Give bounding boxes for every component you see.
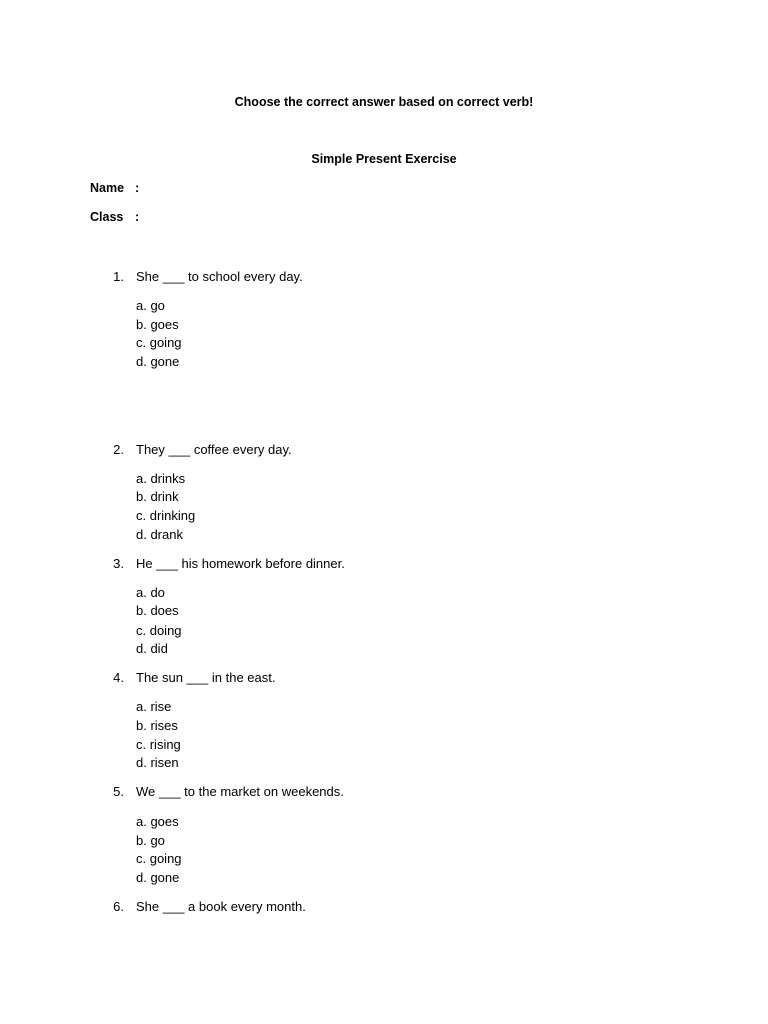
question-text: The sun ___ in the east. bbox=[136, 670, 276, 685]
answer-option: a. rise bbox=[136, 699, 172, 714]
answer-option: a. goes bbox=[136, 814, 179, 829]
question-text: She ___ a book every month. bbox=[136, 899, 306, 914]
question-text: We ___ to the market on weekends. bbox=[136, 784, 344, 799]
question-number: 1. bbox=[113, 269, 124, 284]
answer-option: a. drinks bbox=[136, 471, 186, 486]
question-text: They ___ coffee every day. bbox=[136, 442, 292, 457]
answer-option: b. rises bbox=[136, 718, 178, 733]
answer-option: b. drink bbox=[136, 489, 179, 504]
answer-option: c. rising bbox=[136, 737, 181, 752]
class-label: Class bbox=[90, 210, 124, 224]
answer-option: c. drinking bbox=[136, 508, 196, 523]
answer-option: b. goes bbox=[136, 317, 179, 332]
answer-option: c. going bbox=[136, 335, 182, 350]
name-colon: : bbox=[135, 181, 140, 195]
exercise-title: Simple Present Exercise bbox=[311, 152, 457, 166]
question-number: 3. bbox=[113, 556, 124, 571]
question-number: 6. bbox=[113, 899, 124, 914]
question-number: 2. bbox=[113, 442, 124, 457]
question-number: 4. bbox=[113, 670, 124, 685]
answer-option: d. gone bbox=[136, 354, 180, 369]
answer-option: d. gone bbox=[136, 870, 180, 885]
answer-option: a. go bbox=[136, 298, 165, 313]
question-text: He ___ his homework before dinner. bbox=[136, 556, 345, 571]
answer-option: c. doing bbox=[136, 623, 182, 638]
answer-option: b. go bbox=[136, 833, 165, 848]
answer-option: b. does bbox=[136, 603, 179, 618]
instruction-heading: Choose the correct answer based on correct verb! bbox=[234, 95, 534, 109]
class-colon: : bbox=[135, 210, 140, 224]
answer-option: c. going bbox=[136, 851, 182, 866]
question-text: She ___ to school every day. bbox=[136, 269, 303, 284]
answer-option: a. do bbox=[136, 585, 165, 600]
answer-option: d. did bbox=[136, 641, 168, 656]
name-label: Name bbox=[90, 181, 125, 195]
answer-option: d. drank bbox=[136, 527, 183, 542]
question-number: 5. bbox=[113, 784, 124, 799]
answer-option: d. risen bbox=[136, 755, 179, 770]
